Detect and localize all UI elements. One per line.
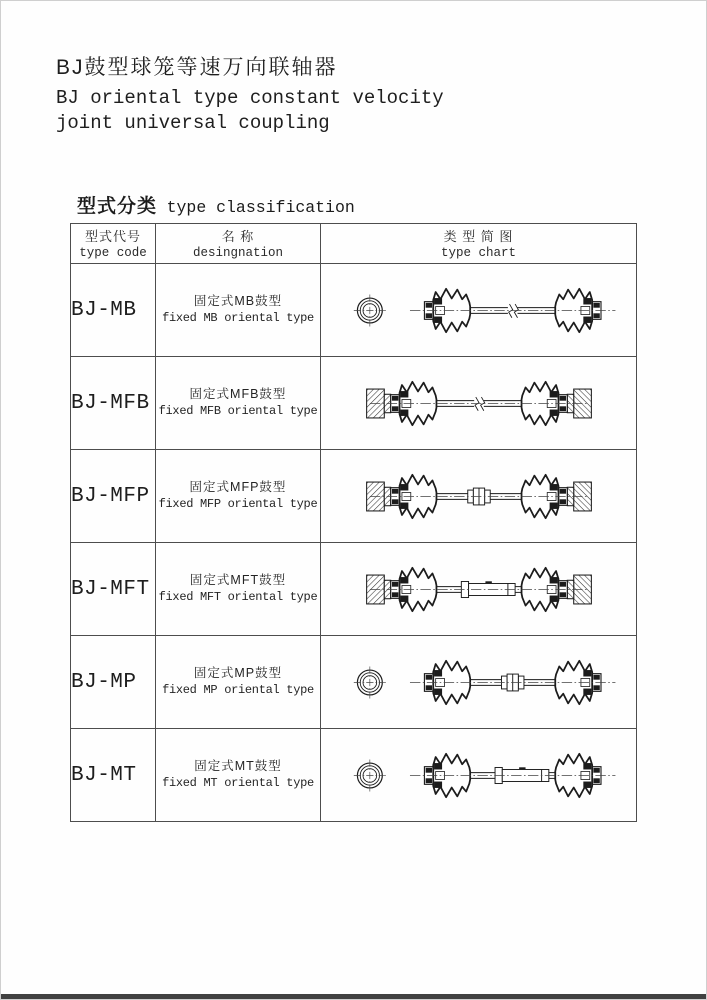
cv-joint-side-view-drawing <box>366 381 591 424</box>
cv-joint-side-view-drawing <box>366 567 591 610</box>
cv-joint-side-view-drawing <box>409 753 614 796</box>
designation-en: fixed MFB oriental type <box>158 404 318 418</box>
designation-cell <box>156 543 321 636</box>
type-code-cell: BJ-MB <box>71 264 156 357</box>
header-type-chart <box>321 224 637 264</box>
designation-en: fixed MT oriental type <box>162 776 314 790</box>
shaft-end-view-icon <box>353 294 385 326</box>
section-heading-zh: 型式分类 <box>77 196 158 217</box>
designation-cell <box>156 729 321 822</box>
designation-en: fixed MFT oriental type <box>158 590 318 604</box>
designation-en: fixed MB oriental type <box>162 311 314 325</box>
page-title-en <box>56 86 444 136</box>
designation-cell <box>156 636 321 729</box>
table-row-bj-mft <box>71 543 637 636</box>
header-designation-en: desingnation <box>192 246 283 260</box>
type-chart-cell <box>321 543 637 636</box>
coupling-drawing-bj-mfb <box>329 373 629 434</box>
shaft-end-view-icon <box>353 759 385 791</box>
type-code-cell: BJ-MFT <box>71 543 156 636</box>
page-title-en-line1: BJ oriental type constant velocity <box>56 87 444 109</box>
table-row-bj-mp <box>71 636 637 729</box>
cv-joint-side-view-drawing <box>409 660 614 703</box>
shaft-end-view-icon <box>353 666 385 698</box>
header-type-chart-zh: 类 型 简 图 <box>443 229 514 244</box>
type-chart-cell <box>321 729 637 822</box>
table-row-bj-mb <box>71 264 637 357</box>
coupling-drawing-bj-mft <box>329 559 629 620</box>
cv-joint-side-view-drawing <box>366 474 591 517</box>
coupling-drawing-bj-mb <box>329 280 629 341</box>
cv-joint-side-view-drawing <box>409 288 614 331</box>
type-code-cell: BJ-MFP <box>71 450 156 543</box>
page-title-block <box>56 51 444 136</box>
page-title-en-line2: joint universal coupling <box>56 112 330 134</box>
designation-zh: 固定式MP鼓型 <box>193 666 283 680</box>
header-type-chart-en: type chart <box>440 246 516 260</box>
designation-zh: 固定式MB鼓型 <box>193 294 283 308</box>
table-header-row <box>71 224 637 264</box>
header-type-code-zh: 型式代号 <box>84 229 141 244</box>
type-chart-cell <box>321 264 637 357</box>
section-heading-en: type classification <box>166 198 355 217</box>
type-chart-cell <box>321 450 637 543</box>
designation-zh: 固定式MT鼓型 <box>194 759 282 773</box>
header-type-code-en: type code <box>79 246 147 260</box>
table-row-bj-mfb <box>71 357 637 450</box>
type-code-cell: BJ-MP <box>71 636 156 729</box>
table-row-bj-mt <box>71 729 637 822</box>
designation-zh: 固定式MFT鼓型 <box>189 573 287 587</box>
table-row-bj-mfp <box>71 450 637 543</box>
type-chart-cell <box>321 357 637 450</box>
designation-cell <box>156 450 321 543</box>
coupling-drawing-bj-mfp <box>329 466 629 527</box>
page-bottom-bar <box>1 994 706 999</box>
designation-zh: 固定式MFP鼓型 <box>189 480 287 494</box>
type-code-cell: BJ-MFB <box>71 357 156 450</box>
page-title-zh: BJ鼓型球笼等速万向联轴器 <box>56 56 338 79</box>
type-classification-table <box>70 223 637 822</box>
coupling-drawing-bj-mt <box>329 745 629 806</box>
header-type-code <box>71 224 156 264</box>
designation-cell <box>156 357 321 450</box>
coupling-drawing-bj-mp <box>329 652 629 713</box>
header-designation-zh: 名 称 <box>221 229 255 244</box>
type-code-cell: BJ-MT <box>71 729 156 822</box>
type-chart-cell <box>321 636 637 729</box>
section-heading <box>77 191 355 218</box>
designation-cell <box>156 264 321 357</box>
designation-en: fixed MFP oriental type <box>158 497 318 511</box>
header-designation <box>156 224 321 264</box>
designation-zh: 固定式MFB鼓型 <box>189 387 287 401</box>
designation-en: fixed MP oriental type <box>162 683 314 697</box>
